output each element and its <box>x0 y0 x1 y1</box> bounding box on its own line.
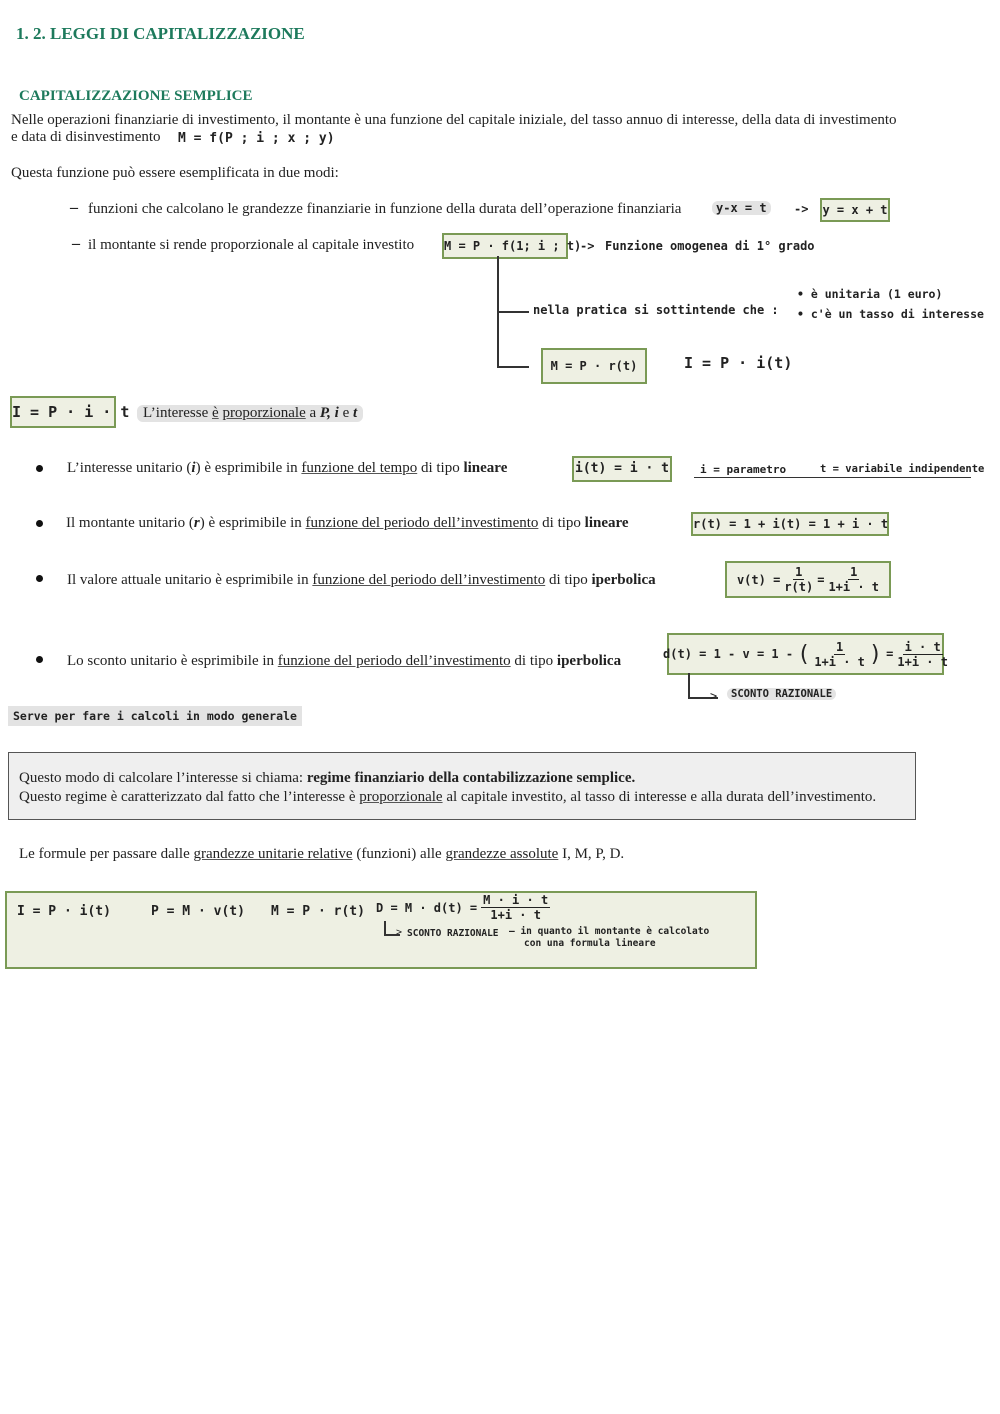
interest-unit-time-formula-box: i(t) = i · t <box>572 456 672 482</box>
absolute-formulas-box <box>5 891 757 969</box>
duration-formula-box: y = x + t <box>820 198 890 222</box>
section-subtitle: CAPITALIZZAZIONE SEMPLICE <box>19 88 253 104</box>
formula-montante: M = P · r(t) <box>271 904 365 919</box>
regime-info-box <box>8 752 916 820</box>
interest-proportional-note: L’interesse è proporzionale a P, i e t <box>137 405 363 422</box>
montante-function-formula: M = f(P ; i ; x ; y) <box>178 131 335 146</box>
bullet-1-text: L’interesse unitario (i) è esprimibile in funzione del tempo di tipo lineare <box>67 460 508 476</box>
bottom-linear-note-1: — in quanto il montante è calcolato <box>509 926 710 937</box>
intro-line-1: Nelle operazioni finanziarie di investimento, il montante è una funzione del capitale iniziale, del tasso annuo di interesse, della data di investimento <box>11 112 897 128</box>
bullet-2-text: Il montante unitario (r) è esprimibile in funzione del periodo dell’investimento di tipo lineare <box>66 515 629 531</box>
practice-point-1: • è unitaria (1 euro) <box>797 287 943 301</box>
regime-line-2: Questo regime è caratterizzato dal fatto che l’interesse è proporzionale al capitale investito, al tasso di interesse e alla durata dell’investimento. <box>19 789 877 805</box>
dash-item-1-text: funzioni che calcolano le grandezze finanziarie in funzione della durata dell’operazione finanziaria <box>88 201 682 217</box>
bullet-dot <box>36 520 43 527</box>
arrow-1: -> <box>794 202 809 216</box>
underline-stroke <box>694 477 971 478</box>
montante-unit-linear-formula-box: r(t) = 1 + i(t) = 1 + i · t <box>691 512 889 536</box>
dash-marker: – <box>70 199 78 216</box>
bullet-dot <box>36 575 43 582</box>
general-calc-note: Serve per fare i calcoli in modo generale <box>8 706 302 726</box>
arrow-right-icon: > <box>396 927 403 938</box>
formula-capital: P = M · v(t) <box>151 904 245 919</box>
montante-unit-formula-box: M = P · r(t) <box>541 348 647 384</box>
bullet-3-text: Il valore attuale unitario è esprimibile in funzione del periodo dell’investimento di tipo iperbolica <box>67 572 656 588</box>
formula-interest: I = P · i(t) <box>17 904 111 919</box>
interest-unit-formula: I = P · i(t) <box>684 354 793 372</box>
bottom-linear-note-2: con una formula lineare <box>524 938 656 949</box>
duration-formula-highlight: y-x = t <box>712 201 771 215</box>
simplify-text: Questa funzione può essere esemplificata in due modi: <box>11 165 339 181</box>
bottom-branch-vertical <box>384 921 386 935</box>
regime-line-1: Questo modo di calcolare l’interesse si chiama: regime finanziario della contabilizzazione semplice. <box>19 770 636 786</box>
practice-point-2: • c'è un tasso di interesse <box>797 307 984 321</box>
bottom-rational-discount-label: SCONTO RAZIONALE <box>407 928 499 939</box>
formula-discount: D = M · d(t) = $\frac{M \cdot i \cdot t}{1+i \cdot t}$ <box>376 893 549 922</box>
present-value-formula-box: v(t) = $\frac{1}{r(t)}$ = $\frac{1}{1+i \cdot t}$ <box>725 561 891 598</box>
practice-note: nella pratica si sottintende che : <box>533 303 779 317</box>
intro-line-2: e data di disinvestimento <box>11 129 161 145</box>
branch-horizontal-line-2 <box>497 366 529 368</box>
discount-branch-vertical <box>688 673 690 698</box>
rational-discount-label: SCONTO RAZIONALE <box>727 688 836 700</box>
independent-variable-note: t = variabile indipendente <box>820 463 985 475</box>
branch-horizontal-line-1 <box>497 311 529 313</box>
bullet-dot <box>36 656 43 663</box>
dash-marker: – <box>72 235 80 252</box>
proportional-formula-box: M = P · f(1; i ; t) <box>442 233 568 259</box>
interest-formula-box: I = P · i · t <box>10 396 116 428</box>
arrow-right-icon: > <box>710 689 718 703</box>
arrow-2: -> <box>580 239 595 253</box>
page-title: 1. 2. LEGGI DI CAPITALIZZAZIONE <box>16 24 305 43</box>
homogeneous-function-note: Funzione omogenea di 1° grado <box>605 239 815 253</box>
formulas-intro-text: Le formule per passare dalle grandezze unitarie relative (funzioni) alle grandezze assolute I, M, P, D. <box>19 846 625 862</box>
bullet-4-text: Lo sconto unitario è esprimibile in funzione del periodo dell’investimento di tipo iperbolica <box>67 653 622 669</box>
bullet-dot <box>36 465 43 472</box>
parameter-note: i = parametro <box>700 463 787 476</box>
discount-formula-box: d(t) = 1 - v = 1 - ( $\frac{1}{1+i \cdot t}$ ) = $\frac{i \cdot t}{1+i \cdot t}$ <box>667 633 944 675</box>
dash-item-2-text: il montante si rende proporzionale al capitale investito <box>88 237 415 253</box>
